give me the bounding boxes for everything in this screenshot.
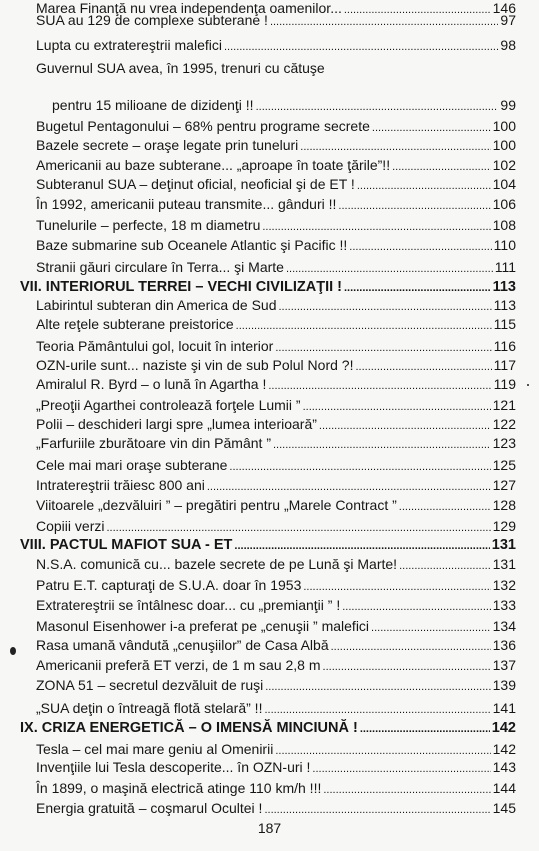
toc-entry <box>36 37 516 54</box>
toc-entry-title: Intratereştrii trăiesc 800 ani <box>36 477 205 493</box>
toc-entry-page: 127 <box>492 477 516 493</box>
toc-entry <box>36 376 516 393</box>
toc-entry-title: Subteranul SUA – deţinut oficial, neoficial şi de ET ! <box>36 176 355 192</box>
toc-entry <box>36 477 516 494</box>
toc-entry-title: N.S.A. comunică cu... bazele secrete de pe Lună şi Marte! <box>36 556 398 572</box>
leader-dots <box>236 316 492 333</box>
leader-dots <box>372 118 491 135</box>
toc-entry-page: 116 <box>493 338 516 354</box>
toc-entry-title: Extratereştrii se întâlnesc doar... cu „premianţii ” ! <box>36 597 341 613</box>
toc-entry <box>36 618 516 635</box>
leader-dots <box>262 217 490 234</box>
toc-entry-title: Amiralul R. Byrd – o lună în Agartha ! <box>36 376 267 392</box>
toc-entry-title: pentru 15 milioane de dizidenţi !! <box>52 97 254 113</box>
toc-entry-title: Alte reţele subterane preistorice <box>36 316 234 332</box>
leader-dots <box>106 518 490 535</box>
toc-entry <box>36 780 516 797</box>
toc-entry-page: 125 <box>492 457 516 473</box>
leader-dots <box>392 157 491 174</box>
toc-entry-title: VII. INTERIORUL TERREI – VECHI CIVILIZAŢII ! <box>20 279 342 295</box>
leader-dots <box>371 618 491 635</box>
toc-entry-page: 143 <box>492 759 516 775</box>
toc-entry-page: 115 <box>493 316 516 332</box>
toc-entry <box>36 237 516 254</box>
leader-dots <box>207 477 491 494</box>
toc-entry <box>36 397 516 414</box>
toc-entry <box>36 759 516 776</box>
toc-entry <box>36 338 516 355</box>
toc-entry-title: SUA au 129 de complexe subterane ! <box>36 12 268 28</box>
leader-dots <box>319 416 491 433</box>
scan-speck <box>10 647 16 655</box>
leader-dots <box>234 537 489 554</box>
toc-entry-page: 119 <box>493 376 516 392</box>
toc-entry-title: Energia gratuită – coşmarul Ocultei ! <box>36 800 263 816</box>
toc-entry-title: OZN-urile sunt... naziste şi vin de sub Polul Nord ?! <box>36 357 354 373</box>
toc-entry-page: 111 <box>494 259 516 275</box>
toc-entry <box>36 518 516 535</box>
toc-entry-page: 121 <box>492 397 516 413</box>
toc-entry <box>36 416 516 433</box>
leader-dots <box>323 657 491 674</box>
toc-entry-page: 139 <box>492 677 516 693</box>
toc-entry-title: „Farfuriile zburătoare vin din Pământ ” <box>36 435 271 451</box>
toc-chapter <box>20 537 516 554</box>
leader-dots <box>256 97 499 114</box>
toc-entry-page: 146 <box>492 0 516 16</box>
toc-entry-page: 100 <box>492 137 516 153</box>
leader-dots <box>268 376 491 393</box>
toc-entry <box>36 741 516 758</box>
toc-entry-title: În 1992, americanii puteau transmite... gânduri !! <box>36 196 337 212</box>
leader-dots <box>275 338 491 355</box>
toc-entry-title: Tunelurile – perfecte, 18 m diametru <box>36 217 261 233</box>
toc-entry <box>36 357 516 374</box>
toc-entry-title: ZONA 51 – secretul dezvăluit de ruşi <box>36 677 264 693</box>
toc-entry-title: Teoria Pământului gol, locuit în interior <box>36 338 274 354</box>
leader-dots <box>331 637 491 654</box>
toc-entry-title: Tesla – cel mai mare geniu al Omenirii <box>36 741 274 757</box>
toc-entry-page: 144 <box>492 780 516 796</box>
toc-entry-page: 102 <box>492 157 516 173</box>
toc-entry-page: 133 <box>492 597 516 613</box>
toc-entry-page: 132 <box>492 577 516 593</box>
toc-entry-page: 129 <box>492 518 516 534</box>
toc-entry-title: Bazele secrete – oraşe legate prin tuneluri <box>36 137 299 153</box>
leader-dots <box>360 720 490 737</box>
toc-entry-page: 123 <box>492 435 516 451</box>
toc-entry <box>36 497 516 514</box>
toc-entry-title: Copiii verzi <box>36 518 105 534</box>
toc-entry-page: 104 <box>492 176 516 192</box>
leader-dots <box>275 741 490 758</box>
toc-entry-page: 100 <box>492 118 516 134</box>
toc-entry <box>36 597 516 614</box>
toc-entry <box>36 657 516 674</box>
toc-entry <box>36 435 516 452</box>
toc-entry-page: 134 <box>492 618 516 634</box>
toc-entry <box>36 259 516 276</box>
toc-entry <box>36 137 516 154</box>
toc-entry <box>36 297 516 314</box>
toc-entry <box>36 677 516 694</box>
leader-dots <box>303 397 491 414</box>
page-number: 187 <box>257 820 282 836</box>
leader-dots <box>224 37 498 54</box>
leader-dots <box>312 759 490 776</box>
toc-chapter <box>20 720 516 737</box>
toc-entry-title: „Preoţii Agarthei controlează forţele Lumii ” <box>36 397 301 413</box>
toc-entry-page: 142 <box>491 720 516 736</box>
leader-dots <box>349 237 491 254</box>
toc-entry-page: 108 <box>492 217 516 233</box>
leader-dots <box>278 297 491 314</box>
toc-entry <box>36 118 516 135</box>
toc-entry-title: Labirintul subteran din America de Sud <box>36 297 277 313</box>
toc-entry-page: 128 <box>492 497 516 513</box>
toc-entry-page: 106 <box>492 196 516 212</box>
toc-entry-page: 136 <box>492 637 516 653</box>
toc-entry <box>36 800 516 817</box>
leader-dots <box>355 357 491 374</box>
toc-entry-title: Guvernul SUA avea, în 1995, trenuri cu cătuşe <box>36 60 325 76</box>
leader-dots <box>338 196 490 213</box>
toc-entry <box>36 316 516 333</box>
toc-entry <box>36 637 516 654</box>
toc-entry-page: 117 <box>493 357 516 373</box>
leader-dots <box>264 700 490 717</box>
leader-dots <box>265 677 490 694</box>
toc-entry <box>36 176 516 193</box>
toc-entry-page: 98 <box>500 37 516 53</box>
toc-entry-title: Rasa umană vândută „cenuşiilor” de Casa Albă <box>36 637 329 653</box>
leader-dots <box>399 556 491 573</box>
toc-chapter <box>20 279 516 296</box>
leader-dots <box>323 780 490 797</box>
toc-entry <box>36 217 516 234</box>
scan-speck <box>527 384 529 386</box>
toc-entry-page: 137 <box>492 657 516 673</box>
leader-dots <box>357 176 491 193</box>
toc-entry <box>52 97 516 114</box>
toc-entry-title: Cele mai mari oraşe subterane <box>36 457 228 473</box>
toc-entry-title: Marea Finanţă nu vrea independenţa oamenilor... <box>36 0 342 16</box>
toc-entry-title: Americanii au baze subterane... „aproape în toate ţările”!! <box>36 157 391 173</box>
toc-entry-page: 142 <box>492 741 516 757</box>
toc-entry-title: Invenţiile lui Tesla descoperite... în OZN-uri ! <box>36 759 311 775</box>
toc-entry-title: Masonul Eisenhower i-a preferat pe „cenuşii ” malefici <box>36 618 370 634</box>
toc-entry-page: 122 <box>492 416 516 432</box>
toc-entry-title: Bugetul Pentagonului – 68% pentru programe secrete <box>36 118 370 134</box>
toc-entry-page: 99 <box>500 97 516 113</box>
toc-entry <box>36 577 516 594</box>
toc-entry <box>36 196 516 213</box>
toc-entry <box>36 556 516 573</box>
toc-entry-title: În 1899, o maşină electrică atinge 110 km/h !!! <box>36 780 322 796</box>
toc-entry-title: „SUA deţin o întreagă flotă stelară” !! <box>36 700 263 716</box>
toc-entry-title: Viitoarele „dezvăluiri ” – pregătiri pentru „Marele Contract ” <box>36 497 397 513</box>
toc-entry-page: 113 <box>492 279 516 295</box>
leader-dots <box>344 0 491 17</box>
toc-entry-title: IX. CRIZA ENERGETICĂ – O IMENSĂ MINCIUNĂ ! <box>20 720 358 736</box>
leader-dots <box>399 497 491 514</box>
toc-entry-title: Lupta cu extratereştrii malefici <box>36 37 222 53</box>
leader-dots <box>229 457 490 474</box>
toc-entry <box>36 700 516 717</box>
toc-entry-page: 131 <box>491 537 516 553</box>
leader-dots <box>286 259 493 276</box>
toc-entry-title: Baze submarine sub Oceanele Atlantic şi Pacific !! <box>36 237 348 253</box>
toc-entry <box>36 457 516 474</box>
toc-entry-page: 110 <box>493 237 516 253</box>
toc-entry-title: Stranii găuri circulare în Terra... şi Marte <box>36 259 284 275</box>
toc-entry-title: Patru E.T. capturaţi de S.U.A. doar în 1953 <box>36 577 302 593</box>
toc-entry-page: 97 <box>500 12 516 28</box>
toc-entry <box>36 0 516 17</box>
leader-dots <box>303 577 490 594</box>
toc-entry-page: 145 <box>492 800 516 816</box>
toc-entry-page: 131 <box>492 556 516 572</box>
toc-entry-page: 113 <box>493 297 516 313</box>
toc-entry-page: 141 <box>492 700 516 716</box>
toc-entry-title: VIII. PACTUL MAFIOT SUA - ET <box>20 537 233 553</box>
toc-entry-title: Polii – deschideri largi spre „lumea interioară” <box>36 416 317 432</box>
leader-dots <box>344 279 491 296</box>
toc-entry-title: Americanii preferă ET verzi, de 1 m sau 2,8 m <box>36 657 321 673</box>
leader-dots <box>264 800 490 817</box>
toc-entry <box>36 157 516 174</box>
leader-dots <box>273 435 491 452</box>
leader-dots <box>300 137 490 154</box>
leader-dots <box>342 597 490 614</box>
